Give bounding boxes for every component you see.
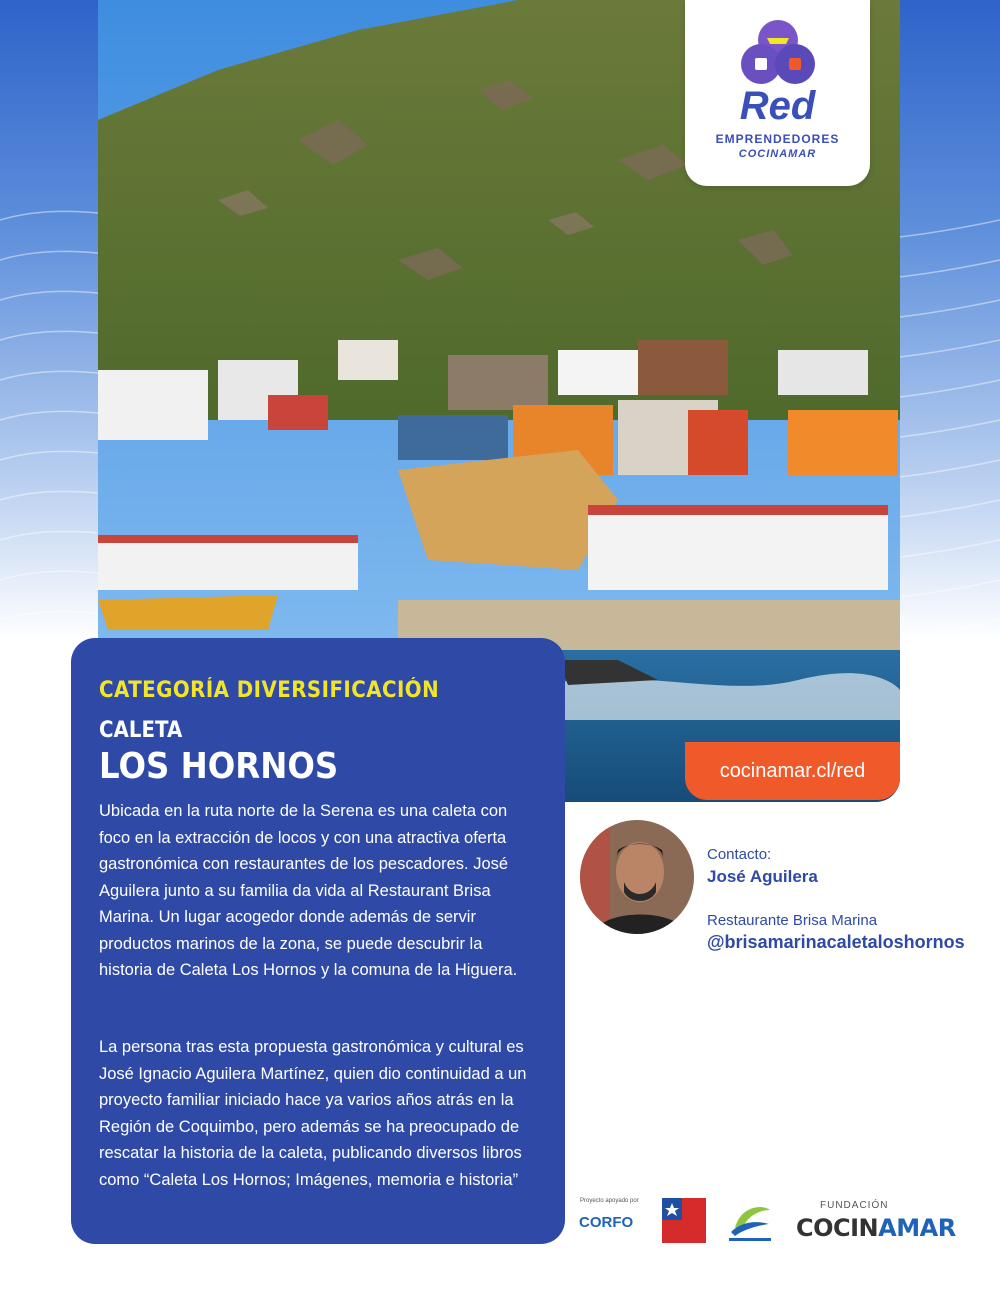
sponsor-caption: Proyecto apoyado por <box>580 1198 639 1204</box>
description-paragraph-1: Ubicada en la ruta norte de la Serena es una caleta con foco en la extracción de locos y con una atractiva oferta gastronómica con restaurantes de los pescadores. José Aguilera junto a su familia da vida al Restaurant Brisa Marina. Un lugar acogedor donde además de servir productos marinos de la zona, se puede descubrir la historia de Caleta Los Hornos y la comuna de la Higuera. <box>99 802 518 979</box>
description-paragraph-2: La persona tras esta propuesta gastronómica y cultural es José Ignacio Aguilera Martínez, quien dio continuidad a un proyecto familiar iniciado hace ya varios años atrás en la Región de Coquimbo, pero además se ha preocupado de rescatar la historia de la caleta, publicando diversos libros como “Caleta Los Hornos; Imágenes, memoria e historia” <box>99 1038 527 1189</box>
logo-brand: Red <box>739 84 816 128</box>
content-card <box>71 638 565 1244</box>
logo-line-2: COCINAMAR <box>738 148 817 160</box>
gobierno-regional-coquimbo-logo-icon <box>725 1198 775 1246</box>
logo-circles-icon <box>739 18 817 88</box>
corfo-logo <box>579 1214 633 1231</box>
contact-name: José Aguilera <box>707 867 818 886</box>
fundacion-cocinamar-logo <box>796 1214 956 1242</box>
category-heading: CATEGORÍA DIVERSIFICACIÓN <box>99 678 440 703</box>
corfo-logo-text: CORFO <box>579 1214 634 1231</box>
website-link[interactable]: cocinamar.cl/red <box>685 742 900 800</box>
restaurant-label: Restaurante Brisa Marina <box>707 912 878 929</box>
contact-label: Contacto: <box>707 846 772 863</box>
social-handle-link[interactable]: @brisamarinacaletaloshornos <box>707 932 965 952</box>
fundacion-logo-part-a: COCIN <box>796 1214 879 1242</box>
page-title: LOS HORNOS <box>99 746 339 787</box>
gobierno-de-chile-logo-icon <box>662 1198 706 1243</box>
fundacion-logo-part-b: AMAR <box>878 1214 956 1242</box>
red-emprendedores-logo <box>685 0 870 186</box>
title-prefix: CALETA <box>99 718 183 743</box>
fundacion-label: FUNDACIÓN <box>820 1200 889 1211</box>
logo-line-1: EMPRENDEDORES <box>715 132 840 146</box>
avatar <box>580 820 694 934</box>
